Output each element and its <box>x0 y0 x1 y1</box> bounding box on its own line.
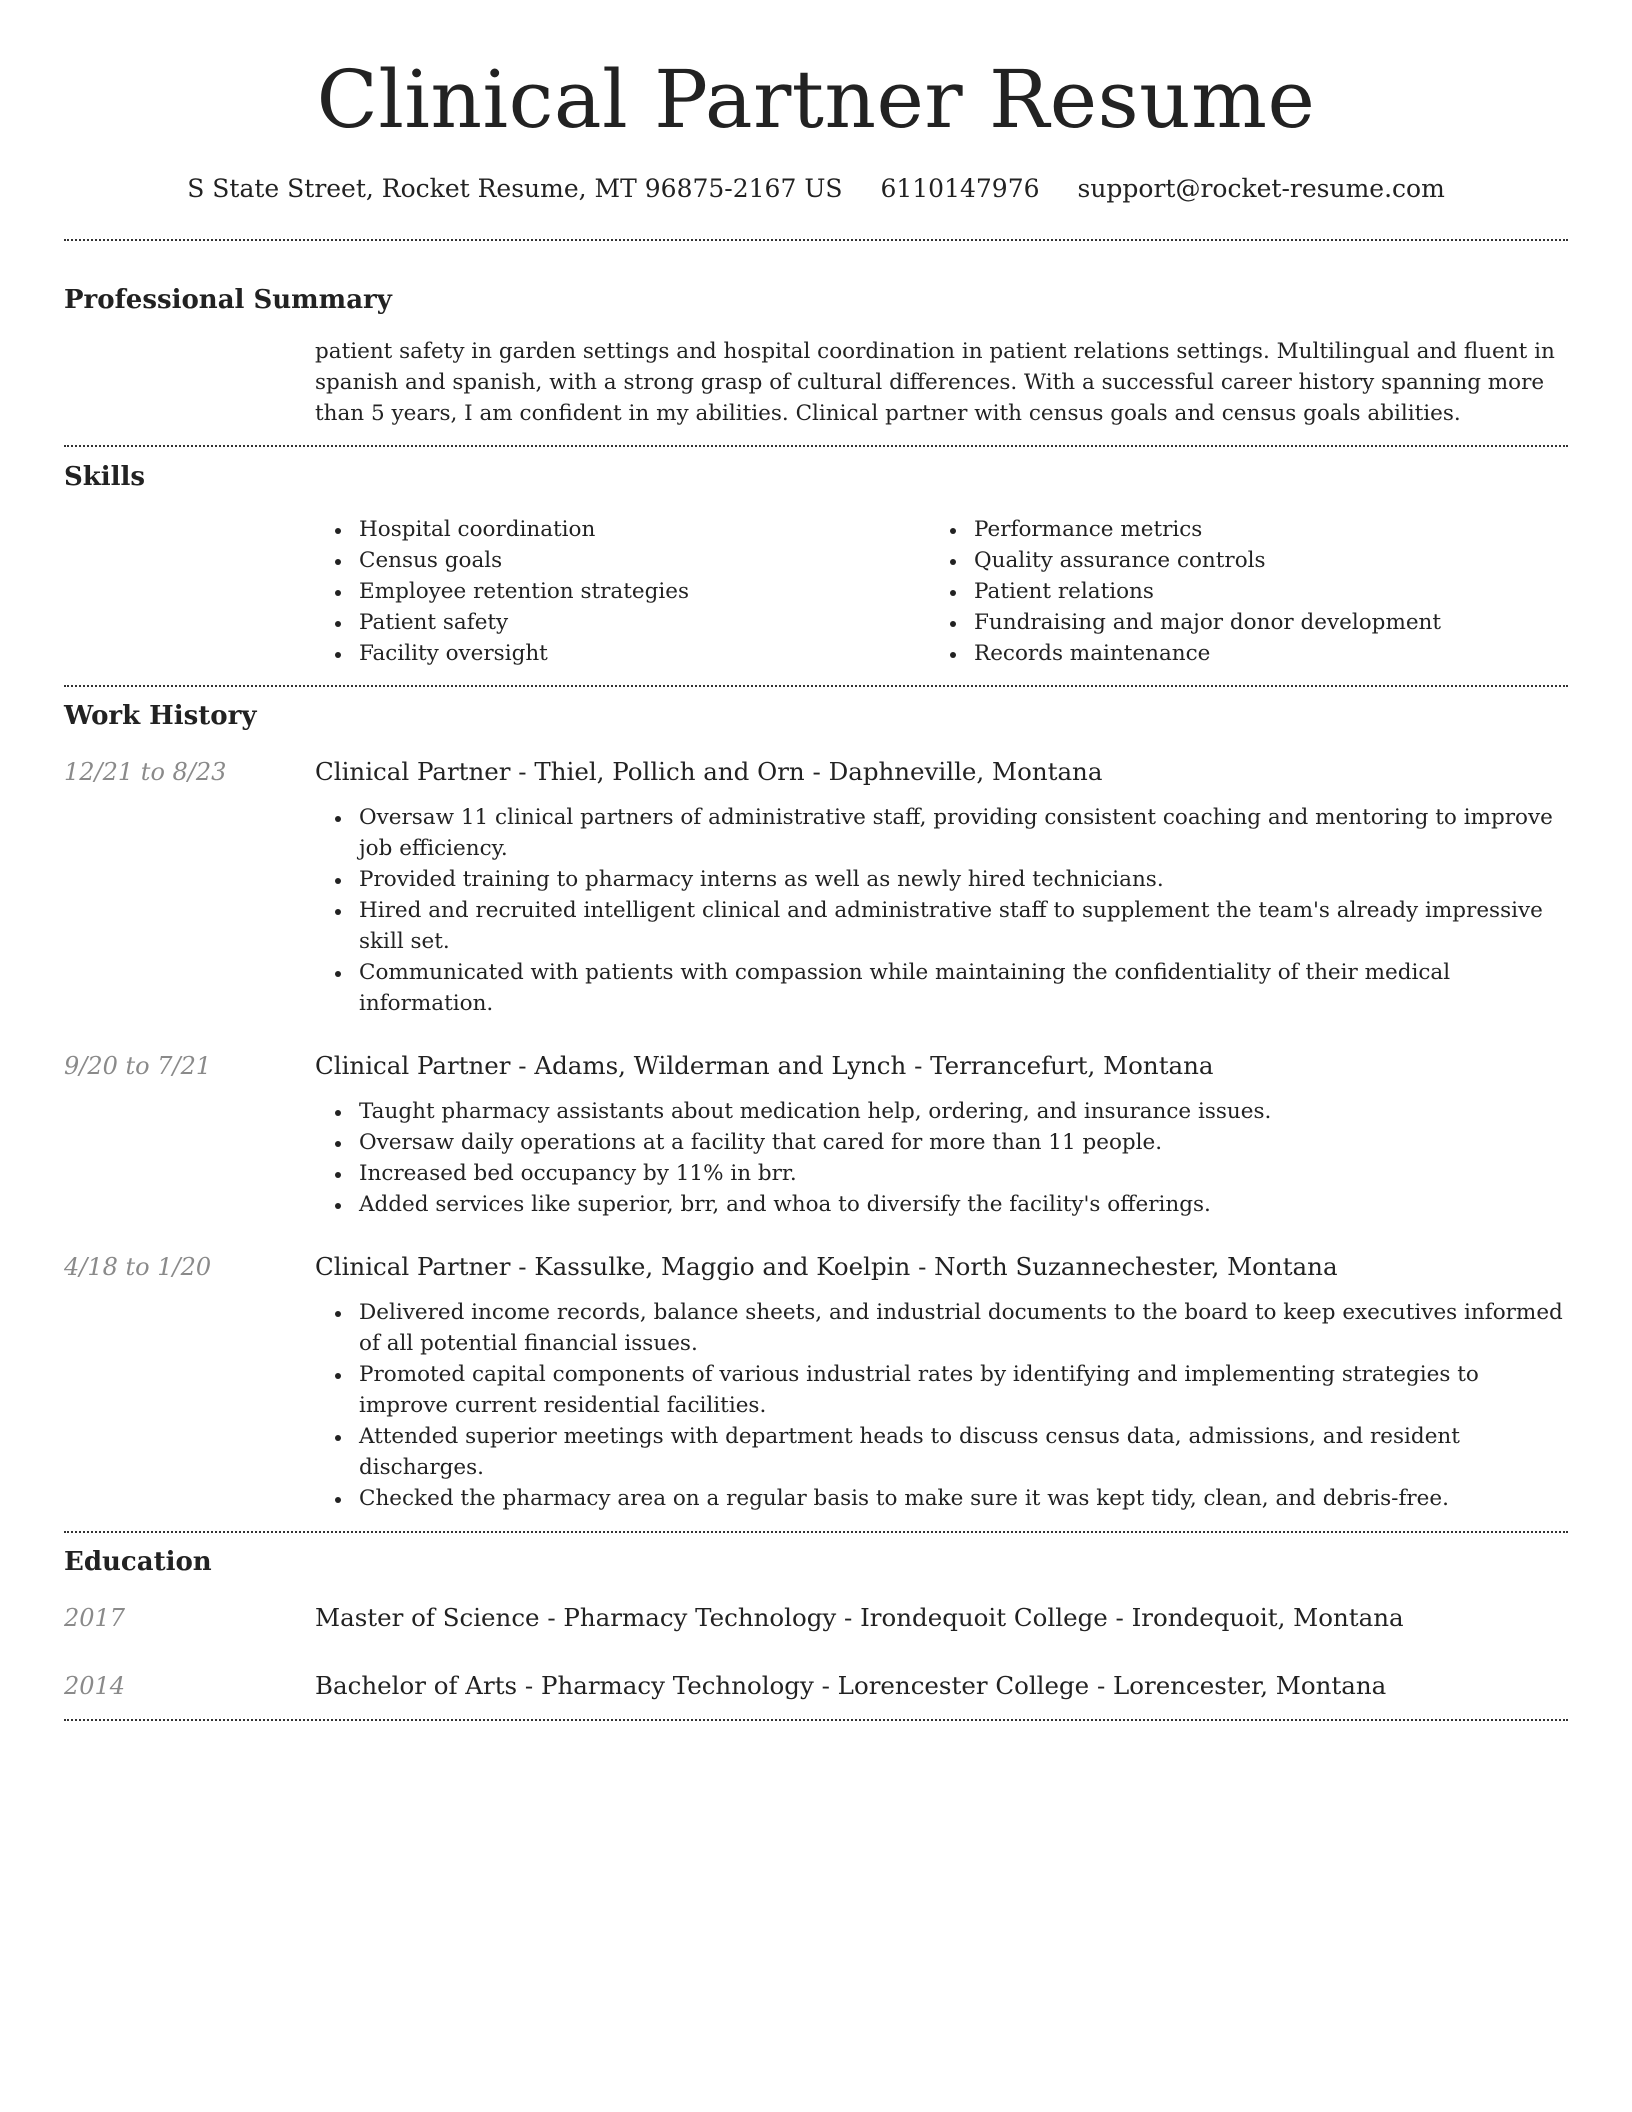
skill-item: Facility oversight <box>315 638 930 669</box>
summary-section <box>64 283 1568 445</box>
job-dates: 4/18 to 1/20 <box>64 1253 212 1281</box>
job-bullet: Provided training to pharmacy interns as well as newly hired technicians. <box>315 864 1568 895</box>
job-heading: Clinical Partner - Kassulke, Maggio and Koelpin - North Suzannechester, Montana <box>315 1252 1338 1281</box>
job-heading: Clinical Partner - Thiel, Pollich and Orn - Daphneville, Montana <box>315 757 1103 786</box>
job-bullet: Increased bed occupancy by 11% in brr. <box>315 1158 1568 1189</box>
skill-item: Patient relations <box>930 576 1545 607</box>
summary-text: patient safety in garden settings and hospital coordination in patient relations settings. Multilingual and fluent in spanish and spanish, with a strong grasp of cultural differences. With a successful career history spanning more than 5 years, I am confident in my abilities. Clinical partner with census goals and census goals abilities. <box>315 339 1555 426</box>
job-bullets <box>315 802 1568 1019</box>
job-heading: Clinical Partner - Adams, Wilderman and Lynch - Terrancefurt, Montana <box>315 1051 1214 1080</box>
job-dates: 12/21 to 8/23 <box>64 758 227 786</box>
job-bullet: Hired and recruited intelligent clinical and administrative staff to supplement the team's already impressive skill set. <box>315 895 1568 957</box>
skills-column-right <box>930 514 1545 669</box>
job-bullet: Added services like superior, brr, and whoa to diversify the facility's offerings. <box>315 1189 1568 1220</box>
education-year: 2014 <box>64 1672 126 1700</box>
contact-address: S State Street, Rocket Resume, MT 96875-2167 US <box>187 174 843 203</box>
skills-column-left <box>315 514 930 669</box>
job-bullet: Oversaw 11 clinical partners of administrative staff, providing consistent coaching and mentoring to improve job efficiency. <box>315 802 1568 864</box>
divider <box>64 445 1568 447</box>
skill-item: Quality assurance controls <box>930 545 1545 576</box>
education-heading: Master of Science - Pharmacy Technology - Irondequoit College - Irondequoit, Montana <box>315 1603 1404 1632</box>
skills-list <box>315 514 1568 685</box>
job-dates: 9/20 to 7/21 <box>64 1052 212 1080</box>
job-body <box>315 755 1568 1019</box>
job-entry <box>64 1049 1568 1220</box>
skill-item: Employee retention strategies <box>315 576 930 607</box>
job-bullet: Communicated with patients with compassion while maintaining the confidentiality of their medical information. <box>315 957 1568 1019</box>
skill-item: Patient safety <box>315 607 930 638</box>
job-bullet: Checked the pharmacy area on a regular basis to make sure it was kept tidy, clean, and debris-free. <box>315 1483 1568 1514</box>
job-entry <box>64 1250 1568 1514</box>
section-title-work: Work History <box>64 701 257 731</box>
resume-page <box>64 50 1568 1721</box>
contact-email: support@rocket-resume.com <box>1077 174 1445 203</box>
section-title-summary: Professional Summary <box>64 285 392 315</box>
divider <box>64 239 1568 241</box>
job-bullet: Oversaw daily operations at a facility that cared for more than 11 people. <box>315 1127 1568 1158</box>
job-body <box>315 1049 1568 1220</box>
education-entry <box>64 1601 1568 1635</box>
job-bullet: Delivered income records, balance sheets, and industrial documents to the board to keep executives informed of all potential financial issues. <box>315 1297 1568 1359</box>
job-bullet: Taught pharmacy assistants about medication help, ordering, and insurance issues. <box>315 1096 1568 1127</box>
contact-line <box>64 172 1568 206</box>
job-bullets <box>315 1096 1568 1220</box>
job-entry <box>64 755 1568 1019</box>
divider <box>64 1719 1568 1721</box>
section-title-skills: Skills <box>64 462 146 492</box>
skill-item: Performance metrics <box>930 514 1545 545</box>
skill-item: Census goals <box>315 545 930 576</box>
job-bullet: Promoted capital components of various industrial rates by identifying and implementing strategies to improve current residential facilities. <box>315 1359 1568 1421</box>
skill-item: Fundraising and major donor development <box>930 607 1545 638</box>
resume-title: Clinical Partner Resume <box>316 53 1316 146</box>
contact-phone: 6110147976 <box>880 174 1040 203</box>
section-title-education: Education <box>64 1547 212 1577</box>
job-bullet: Attended superior meetings with department heads to discuss census data, admissions, and resident discharges. <box>315 1421 1568 1483</box>
education-entry <box>64 1669 1568 1703</box>
work-section <box>64 699 1568 1531</box>
job-bullets <box>315 1297 1568 1514</box>
skill-item: Hospital coordination <box>315 514 930 545</box>
divider <box>64 685 1568 687</box>
education-year: 2017 <box>64 1604 126 1632</box>
job-body <box>315 1250 1568 1514</box>
divider <box>64 1531 1568 1533</box>
education-heading: Bachelor of Arts - Pharmacy Technology - Lorencester College - Lorencester, Montana <box>315 1671 1387 1700</box>
skills-section <box>64 460 1568 685</box>
skill-item: Records maintenance <box>930 638 1545 669</box>
education-section <box>64 1545 1568 1719</box>
